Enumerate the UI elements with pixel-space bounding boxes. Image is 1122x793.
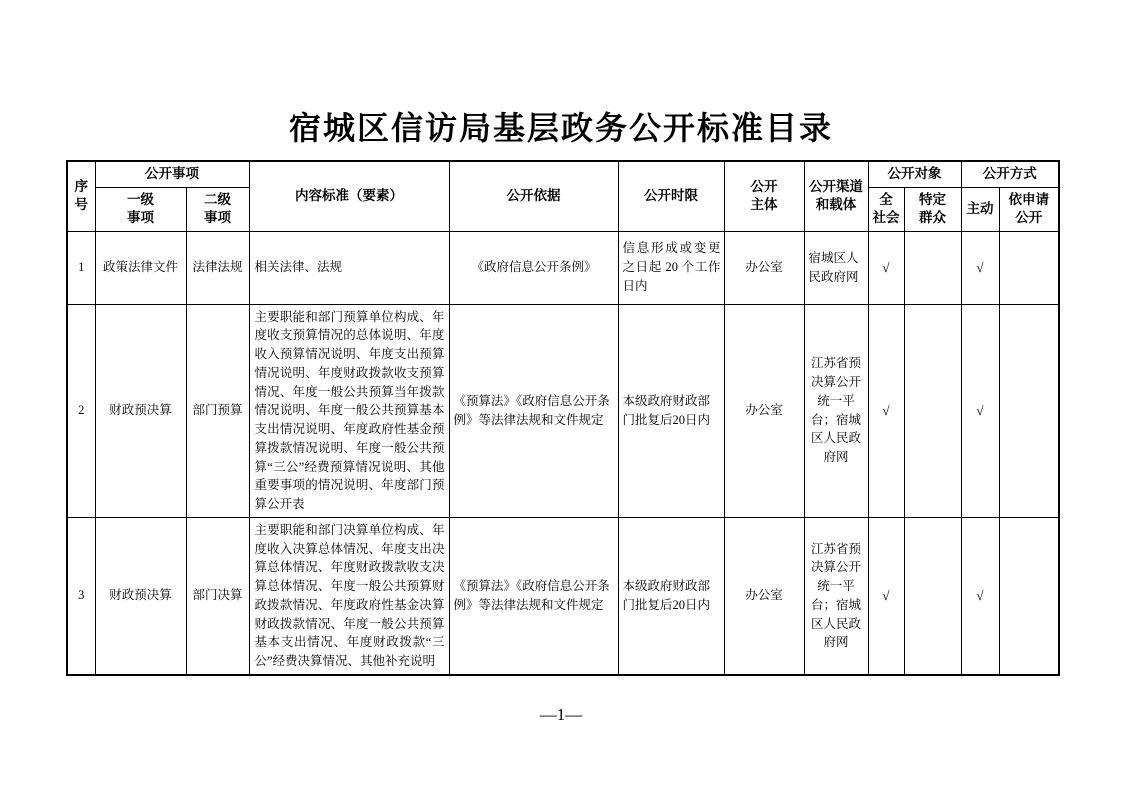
cell-specific-groups-check — [904, 517, 961, 675]
cell-proactive-check: √ — [961, 231, 999, 304]
cell-subject: 办公室 — [724, 517, 804, 675]
cell-time-limit: 本级政府财政部门批复后20日内 — [618, 304, 724, 517]
header-row-top — [67, 161, 1059, 187]
header-serial: 序 号 — [67, 161, 95, 231]
table-row — [67, 231, 1059, 304]
cell-whole-society-check: √ — [868, 304, 904, 517]
table-header — [67, 161, 1059, 231]
table-row — [67, 517, 1059, 675]
header-whole-society: 全 社会 — [868, 187, 904, 231]
cell-level1: 财政预决算 — [95, 517, 186, 675]
cell-serial: 3 — [67, 517, 95, 675]
cell-channel: 宿城区人民政府网 — [804, 231, 868, 304]
cell-time-limit: 信息形成或变更之日起 20 个工作日内 — [618, 231, 724, 304]
header-level2-item: 二级 事项 — [186, 187, 249, 231]
cell-specific-groups-check — [904, 231, 961, 304]
header-disclosure-basis: 公开依据 — [449, 161, 618, 231]
cell-level1: 财政预决算 — [95, 304, 186, 517]
cell-serial: 1 — [67, 231, 95, 304]
cell-content-standard: 主要职能和部门决算单位构成、年度收入决算总体情况、年度支出决算总体情况、年度财政拨款收支决算总体情况、年度一般公共预算财政拨款情况、年度政府性基金决算财政拨款情况、年度一般公共预算基本支出情况、年度财政拨款“三公”经费决算情况、其他补充说明 — [249, 517, 449, 675]
cell-basis: 《预算法》《政府信息公开条例》等法律法规和文件规定 — [449, 304, 618, 517]
page-number: —1— — [539, 705, 583, 724]
table-row — [67, 304, 1059, 517]
page-title: 宿城区信访局基层政务公开标准目录 — [288, 110, 833, 146]
cell-upon-request-check — [999, 231, 1059, 304]
cell-subject: 办公室 — [724, 304, 804, 517]
cell-content-standard: 相关法律、法规 — [249, 231, 449, 304]
header-proactive: 主动 — [961, 187, 999, 231]
cell-whole-society-check: √ — [868, 517, 904, 675]
cell-serial: 2 — [67, 304, 95, 517]
cell-basis: 《预算法》《政府信息公开条例》等法律法规和文件规定 — [449, 517, 618, 675]
header-disclosure-items: 公开事项 — [95, 161, 249, 187]
header-target: 公开对象 — [868, 161, 961, 187]
cell-level2: 部门决算 — [186, 517, 249, 675]
header-level1-item: 一级 事项 — [95, 187, 186, 231]
header-method: 公开方式 — [961, 161, 1059, 187]
disclosure-standards-table — [66, 160, 1060, 676]
header-channel: 公开渠道 和载体 — [804, 161, 868, 231]
cell-whole-society-check: √ — [868, 231, 904, 304]
cell-proactive-check: √ — [961, 517, 999, 675]
cell-upon-request-check — [999, 304, 1059, 517]
header-upon-request: 依申请 公开 — [999, 187, 1059, 231]
header-content-standard: 内容标准（要素） — [249, 161, 449, 231]
cell-time-limit: 本级政府财政部门批复后20日内 — [618, 517, 724, 675]
cell-channel: 江苏省预决算公开统一平台；宿城区人民政府网 — [804, 304, 868, 517]
cell-level1: 政策法律文件 — [95, 231, 186, 304]
header-specific-groups: 特定 群众 — [904, 187, 961, 231]
header-subject: 公开 主体 — [724, 161, 804, 231]
table-body — [67, 231, 1059, 675]
cell-upon-request-check — [999, 517, 1059, 675]
cell-subject: 办公室 — [724, 231, 804, 304]
cell-specific-groups-check — [904, 304, 961, 517]
cell-channel: 江苏省预决算公开统一平台；宿城区人民政府网 — [804, 517, 868, 675]
cell-basis: 《政府信息公开条例》 — [449, 231, 618, 304]
cell-level2: 法律法规 — [186, 231, 249, 304]
cell-proactive-check: √ — [961, 304, 999, 517]
cell-level2: 部门预算 — [186, 304, 249, 517]
cell-content-standard: 主要职能和部门预算单位构成、年度收支预算情况的总体说明、年度收入预算情况说明、年度支出预算情况说明、年度财政拨款收支预算情况、年度一般公共预算当年拨款情况说明、年度一般公共预算基本支出情况说明、年度政府性基金预算拨款情况说明、年度一般公共预算“三公”经费预算情况说明、其他重要事项的情况说明、年度部门预算公开表 — [249, 304, 449, 517]
header-time-limit: 公开时限 — [618, 161, 724, 231]
